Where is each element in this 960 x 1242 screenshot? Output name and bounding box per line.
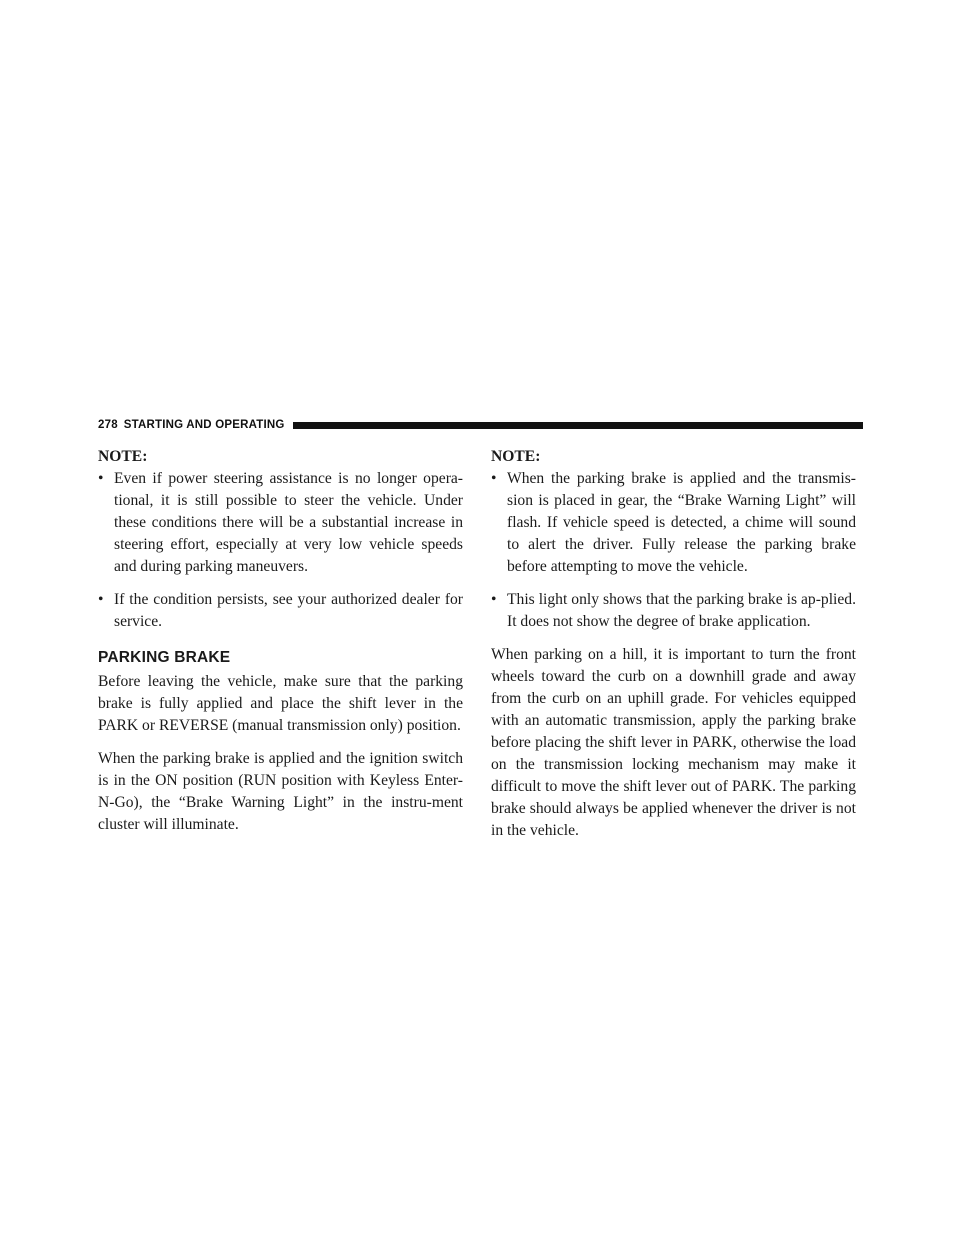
page-header	[98, 418, 863, 432]
note-bullet-list	[491, 468, 856, 633]
list-item	[98, 589, 463, 633]
left-column	[98, 446, 463, 847]
bullet-text: If the condition persists, see your authorized dealer for service.	[114, 591, 463, 630]
page-number: 278	[98, 419, 118, 431]
list-item	[491, 589, 856, 633]
note-bullet-list	[98, 468, 463, 633]
bullet-icon: •	[98, 591, 104, 608]
bullet-icon: •	[491, 591, 497, 608]
bullet-text: This light only shows that the parking brake is ap-plied. It does not show the degree of brake application.	[507, 591, 856, 630]
section-title: STARTING AND OPERATING	[123, 419, 285, 431]
note-label: NOTE:	[98, 448, 148, 465]
note-label: NOTE:	[491, 448, 541, 465]
paragraph: When the parking brake is applied and the ignition switch is in the ON position (RUN position with Keyless Enter-N-Go), the “Brake Warning Light” in the instru-ment cluster will illuminate.	[98, 750, 463, 833]
header-rule	[293, 422, 863, 429]
section-heading: PARKING BRAKE	[98, 649, 231, 666]
bullet-icon: •	[98, 470, 104, 487]
right-column	[491, 446, 856, 853]
list-item	[98, 468, 463, 578]
paragraph: When parking on a hill, it is important to turn the front wheels toward the curb on a downhill grade and away from the curb on an uphill grade. For vehicles equipped with an automatic transmission, apply the parking brake before placing the shift lever in PARK, otherwise the load on the transmission locking mechanism may make it difficult to move the shift lever out of PARK. The parking brake should always be applied whenever the driver is not in the vehicle.	[491, 646, 856, 839]
bullet-text: Even if power steering assistance is no longer opera-tional, it is still possible to steer the vehicle. Under these conditions there will be a substantial increase in steering effort, especially at very low vehicle speeds and during parking maneuvers.	[114, 470, 463, 575]
bullet-text: When the parking brake is applied and the transmis-sion is placed in gear, the “Brake Warning Light” will flash. If vehicle speed is detected, a chime will sound to alert the driver. Fully release the parking brake before attempting to move the vehicle.	[507, 470, 856, 575]
bullet-icon: •	[491, 470, 497, 487]
paragraph: Before leaving the vehicle, make sure that the parking brake is fully applied and place the shift lever in the PARK or REVERSE (manual transmission only) position.	[98, 673, 463, 734]
list-item	[491, 468, 856, 578]
